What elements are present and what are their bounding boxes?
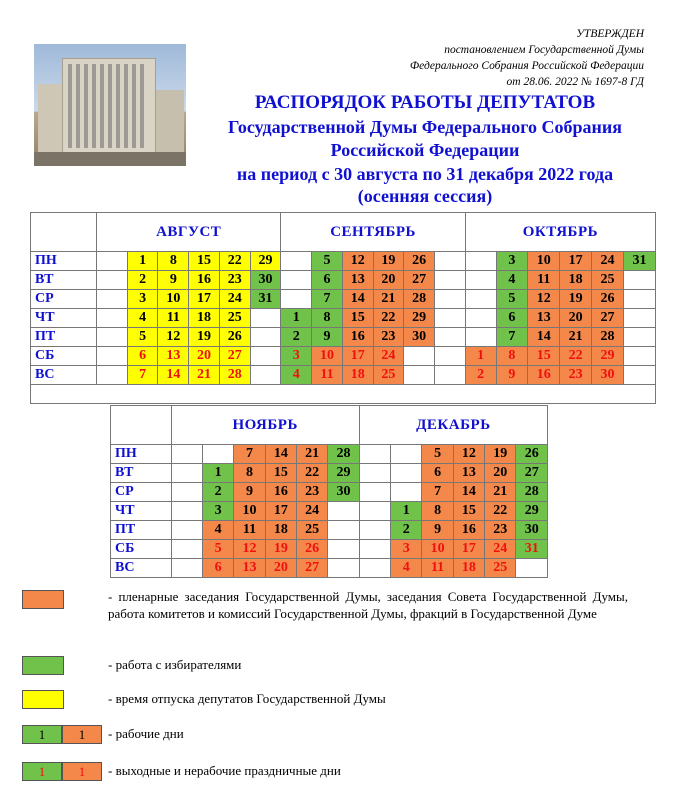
weekday-label: ЧТ [31, 309, 97, 328]
calendar-empty-cell [171, 445, 202, 464]
calendar-empty-cell [434, 328, 465, 347]
calendar-day-cell: 25 [219, 309, 250, 328]
calendar-empty-cell [359, 521, 390, 540]
approval-line-2: постановлением Государственной Думы [444, 44, 644, 56]
calendar-day-cell: 16 [453, 521, 484, 540]
calendar-day-cell: 17 [560, 252, 592, 271]
calendar-day-cell: 10 [158, 290, 189, 309]
calendar-empty-cell [328, 521, 359, 540]
calendar-day-cell: 12 [158, 328, 189, 347]
calendar-day-cell: 14 [528, 328, 560, 347]
calendar-empty-cell [250, 328, 281, 347]
legend-swatch-holidays [22, 762, 102, 779]
calendar-empty-cell [623, 309, 655, 328]
session-line: (осенняя сессия) [357, 186, 493, 206]
calendar-empty-cell [359, 464, 390, 483]
calendar-day-cell: 28 [516, 483, 548, 502]
calendar-empty-cell [404, 366, 435, 385]
calendar-empty-cell [434, 271, 465, 290]
calendar-empty-cell [359, 483, 390, 502]
approval-line-1: УТВЕРЖДЕН [576, 28, 644, 40]
calendar-day-cell: 27 [592, 309, 624, 328]
month-august: АВГУСТ [97, 213, 281, 252]
subtitle-line-2: Российской Федерации [330, 140, 520, 160]
calendar-day-cell: 26 [592, 290, 624, 309]
calendar-day-cell: 1 [391, 502, 422, 521]
calendar-row [111, 464, 548, 483]
calendar-day-cell: 17 [453, 540, 484, 559]
calendar-day-cell: 21 [189, 366, 220, 385]
calendar-empty-cell [623, 366, 655, 385]
calendar-day-cell: 6 [202, 559, 233, 578]
calendar-day-cell: 12 [528, 290, 560, 309]
calendar-day-cell: 18 [453, 559, 484, 578]
calendar-day-cell: 4 [391, 559, 422, 578]
calendar-day-cell: 11 [528, 271, 560, 290]
calendar-day-cell: 29 [250, 252, 281, 271]
calendar-empty-cell [281, 271, 312, 290]
calendar-day-cell: 13 [453, 464, 484, 483]
weekday-label: СБ [31, 347, 97, 366]
calendar-day-cell: 24 [592, 252, 624, 271]
calendar-empty-cell [97, 252, 128, 271]
calendar-day-cell: 30 [516, 521, 548, 540]
weekday-label: СР [111, 483, 172, 502]
calendar-day-cell: 18 [342, 366, 373, 385]
legend-swatch-plenary [22, 590, 64, 609]
calendar-day-cell: 6 [127, 347, 158, 366]
calendar-empty-cell [434, 290, 465, 309]
calendar-day-cell: 19 [485, 445, 516, 464]
calendar-day-cell: 13 [158, 347, 189, 366]
calendar-day-cell: 31 [250, 290, 281, 309]
calendar-day-cell: 17 [189, 290, 220, 309]
calendar-day-cell: 2 [127, 271, 158, 290]
calendar-day-cell: 20 [373, 271, 404, 290]
state-duma-building-photo [34, 44, 186, 166]
calendar-empty-cell [97, 271, 128, 290]
calendar-empty-cell [359, 559, 390, 578]
calendar-empty-cell [171, 559, 202, 578]
calendar-empty-cell [250, 347, 281, 366]
calendar-empty-cell [281, 290, 312, 309]
approval-line-3: Федерального Собрания Российской Федерации [409, 60, 644, 72]
calendar-day-cell: 9 [312, 328, 343, 347]
calendar-day-cell: 4 [281, 366, 312, 385]
calendar-row [31, 366, 656, 385]
legend-text-plenary: - пленарные заседания Государственной Думы, заседания Совета Государственной Думы, работа комитетов и комиссий Государственной Думы, фракций в Государственной Думе [108, 589, 628, 621]
calendar-day-cell: 31 [623, 252, 655, 271]
calendar-day-cell: 1 [281, 309, 312, 328]
calendar-day-cell: 5 [312, 252, 343, 271]
weekday-label: ВТ [111, 464, 172, 483]
calendar-day-cell: 18 [560, 271, 592, 290]
calendar-empty-cell [404, 347, 435, 366]
calendar-day-cell: 7 [496, 328, 528, 347]
calendar-day-cell: 19 [189, 328, 220, 347]
weekday-label: ПН [31, 252, 97, 271]
document-title: РАСПОРЯДОК РАБОТЫ ДЕПУТАТОВ [254, 92, 596, 113]
calendar-day-cell: 25 [296, 521, 327, 540]
calendar-day-cell: 28 [592, 328, 624, 347]
calendar-day-cell: 2 [465, 366, 496, 385]
calendar-day-cell: 29 [516, 502, 548, 521]
calendar-empty-cell [465, 271, 496, 290]
calendar-day-cell: 9 [158, 271, 189, 290]
calendar-empty-cell [171, 521, 202, 540]
calendar-empty-cell [281, 252, 312, 271]
calendar-day-cell: 20 [265, 559, 296, 578]
calendar-day-cell: 8 [422, 502, 453, 521]
calendar-day-cell: 16 [342, 328, 373, 347]
weekday-label: ЧТ [111, 502, 172, 521]
calendar-row [111, 521, 548, 540]
calendar-day-cell: 26 [296, 540, 327, 559]
legend-sample-orange: 1 [62, 725, 102, 744]
calendar-day-cell: 4 [496, 271, 528, 290]
calendar-empty-cell [623, 347, 655, 366]
calendar-day-cell: 30 [404, 328, 435, 347]
calendar-day-cell: 23 [485, 521, 516, 540]
calendar-empty-cell [171, 540, 202, 559]
calendar-day-cell: 11 [422, 559, 453, 578]
calendar-row [31, 252, 656, 271]
calendar-day-cell: 17 [265, 502, 296, 521]
calendar-day-cell: 1 [465, 347, 496, 366]
calendar-empty-cell [250, 366, 281, 385]
calendar-day-cell: 28 [328, 445, 359, 464]
calendar-empty-cell [97, 309, 128, 328]
calendar-day-cell: 16 [265, 483, 296, 502]
calendar-day-cell: 24 [373, 347, 404, 366]
calendar-day-cell: 3 [202, 502, 233, 521]
calendar-empty-cell [359, 540, 390, 559]
calendar-day-cell: 25 [373, 366, 404, 385]
calendar-day-cell: 2 [202, 483, 233, 502]
document-subtitle [200, 116, 650, 162]
calendar-day-cell: 18 [189, 309, 220, 328]
calendar-empty-cell [465, 328, 496, 347]
calendar-day-cell: 12 [342, 252, 373, 271]
calendar-day-cell: 8 [158, 252, 189, 271]
calendar-day-cell: 5 [127, 328, 158, 347]
calendar-day-cell: 7 [312, 290, 343, 309]
calendar-day-cell: 11 [312, 366, 343, 385]
calendar-empty-cell [434, 347, 465, 366]
calendar-day-cell: 23 [560, 366, 592, 385]
month-september: СЕНТЯБРЬ [281, 213, 465, 252]
calendar-day-cell: 16 [528, 366, 560, 385]
calendar-day-cell: 22 [485, 502, 516, 521]
calendar-day-cell: 30 [250, 271, 281, 290]
calendar-day-cell: 19 [560, 290, 592, 309]
approval-line-4: от 28.06. 2022 № 1697-8 ГД [506, 76, 644, 88]
legend-text-holidays: - выходные и нерабочие праздничные дни [108, 763, 341, 778]
calendar-empty-cell [465, 252, 496, 271]
calendar-day-cell: 30 [328, 483, 359, 502]
calendar-row [111, 540, 548, 559]
calendar-day-cell: 28 [404, 290, 435, 309]
legend-sample-green-red: 1 [22, 762, 62, 781]
calendar-day-cell: 13 [234, 559, 265, 578]
month-november: НОЯБРЬ [171, 406, 359, 445]
month-october: ОКТЯБРЬ [465, 213, 655, 252]
calendar-empty-cell [328, 502, 359, 521]
calendar-empty-cell [623, 271, 655, 290]
calendar-day-cell: 20 [560, 309, 592, 328]
calendar-day-cell: 21 [560, 328, 592, 347]
calendar-row [31, 347, 656, 366]
calendar-day-cell: 21 [485, 483, 516, 502]
weekday-label: СБ [111, 540, 172, 559]
calendar-row [31, 290, 656, 309]
calendar-day-cell: 17 [342, 347, 373, 366]
calendar-day-cell: 5 [496, 290, 528, 309]
calendar-day-cell: 3 [391, 540, 422, 559]
calendar-day-cell: 9 [496, 366, 528, 385]
approval-block [344, 26, 644, 90]
calendar-day-cell: 3 [127, 290, 158, 309]
calendar-day-cell: 10 [422, 540, 453, 559]
calendar-day-cell: 7 [234, 445, 265, 464]
calendar-day-cell: 7 [127, 366, 158, 385]
calendar-day-cell: 22 [296, 464, 327, 483]
calendar-day-cell: 23 [296, 483, 327, 502]
calendar-day-cell: 8 [234, 464, 265, 483]
legend-sample-orange-red: 1 [62, 762, 102, 781]
calendar-row [111, 559, 548, 578]
calendar-day-cell: 15 [189, 252, 220, 271]
calendar-day-cell: 9 [422, 521, 453, 540]
calendar-day-cell: 11 [158, 309, 189, 328]
weekday-label: ВС [111, 559, 172, 578]
calendar-empty-cell [359, 502, 390, 521]
calendar-day-cell: 22 [219, 252, 250, 271]
period-title [200, 163, 650, 207]
calendar-row [111, 483, 548, 502]
month-december: ДЕКАБРЬ [359, 406, 547, 445]
calendar-empty-cell [97, 328, 128, 347]
calendar-day-cell: 12 [453, 445, 484, 464]
calendar-day-cell: 31 [516, 540, 548, 559]
calendar-empty-cell [97, 347, 128, 366]
calendar-nov-dec [110, 405, 548, 578]
calendar-row [31, 309, 656, 328]
legend-swatch-vacation [22, 690, 64, 709]
calendar-day-cell: 19 [373, 252, 404, 271]
calendar-day-cell: 25 [485, 559, 516, 578]
calendar-day-cell: 6 [422, 464, 453, 483]
calendar-row [111, 502, 548, 521]
calendar-empty-cell [434, 366, 465, 385]
calendar-day-cell: 30 [592, 366, 624, 385]
calendar-day-cell: 27 [516, 464, 548, 483]
calendar-row [31, 271, 656, 290]
period-line: на период с 30 августа по 31 декабря 2022 года [236, 164, 614, 184]
calendar-day-cell: 20 [189, 347, 220, 366]
calendar-day-cell: 13 [342, 271, 373, 290]
calendar-day-cell: 14 [158, 366, 189, 385]
legend-sample-green: 1 [22, 725, 62, 744]
calendar-day-cell: 15 [342, 309, 373, 328]
weekday-label: ВТ [31, 271, 97, 290]
calendar-day-cell: 9 [234, 483, 265, 502]
calendar-day-cell: 14 [265, 445, 296, 464]
calendar-day-cell: 29 [592, 347, 624, 366]
calendar-empty-cell [465, 290, 496, 309]
calendar-empty-cell [250, 309, 281, 328]
calendar-day-cell: 6 [312, 271, 343, 290]
calendar-day-cell: 29 [328, 464, 359, 483]
legend-text-voters: - работа с избирателями [108, 657, 242, 672]
calendar-day-cell: 16 [189, 271, 220, 290]
calendar-day-cell: 10 [312, 347, 343, 366]
calendar-day-cell: 4 [202, 521, 233, 540]
calendar-empty-cell [328, 540, 359, 559]
calendar-day-cell: 10 [528, 252, 560, 271]
weekday-label: ПТ [111, 521, 172, 540]
weekday-label: ПН [111, 445, 172, 464]
calendar-day-cell: 27 [219, 347, 250, 366]
calendar-empty-cell [171, 483, 202, 502]
legend-swatch-workdays [22, 725, 102, 742]
calendar-row [31, 328, 656, 347]
calendar-day-cell: 8 [496, 347, 528, 366]
calendar-day-cell: 26 [404, 252, 435, 271]
calendar-empty-cell [434, 252, 465, 271]
calendar-empty-cell [202, 445, 233, 464]
calendar-day-cell: 3 [281, 347, 312, 366]
calendar-row [111, 445, 548, 464]
calendar-empty-cell [171, 464, 202, 483]
weekday-label: ВС [31, 366, 97, 385]
calendar-day-cell: 14 [453, 483, 484, 502]
calendar-day-cell: 6 [496, 309, 528, 328]
calendar-empty-cell [623, 328, 655, 347]
calendar-day-cell: 20 [485, 464, 516, 483]
calendar-day-cell: 5 [422, 445, 453, 464]
calendar-empty-cell [97, 290, 128, 309]
calendar-day-cell: 19 [265, 540, 296, 559]
calendar-day-cell: 22 [560, 347, 592, 366]
calendar-empty-cell [391, 464, 422, 483]
calendar-day-cell: 14 [342, 290, 373, 309]
calendar-empty-cell [516, 559, 548, 578]
calendar-day-cell: 25 [592, 271, 624, 290]
calendar-day-cell: 11 [234, 521, 265, 540]
calendar-day-cell: 22 [373, 309, 404, 328]
calendar-day-cell: 27 [296, 559, 327, 578]
calendar-day-cell: 21 [296, 445, 327, 464]
calendar-empty-cell [391, 483, 422, 502]
subtitle-line-1: Государственной Думы Федерального Собрания [228, 117, 622, 137]
calendar-empty-cell [171, 502, 202, 521]
calendar-day-cell: 24 [296, 502, 327, 521]
calendar-empty-cell [434, 309, 465, 328]
calendar-day-cell: 18 [265, 521, 296, 540]
calendar-empty-cell [328, 559, 359, 578]
calendar-day-cell: 13 [528, 309, 560, 328]
legend-text-vacation: - время отпуска депутатов Государственной Думы [108, 691, 386, 706]
calendar-day-cell: 29 [404, 309, 435, 328]
calendar-day-cell: 21 [373, 290, 404, 309]
calendar-empty-cell [97, 366, 128, 385]
calendar-day-cell: 3 [496, 252, 528, 271]
calendar-day-cell: 1 [202, 464, 233, 483]
calendar-day-cell: 2 [391, 521, 422, 540]
calendar-day-cell: 24 [219, 290, 250, 309]
calendar-day-cell: 15 [528, 347, 560, 366]
calendar-day-cell: 4 [127, 309, 158, 328]
calendar-day-cell: 24 [485, 540, 516, 559]
calendar-day-cell: 15 [453, 502, 484, 521]
calendar-empty-cell [391, 445, 422, 464]
legend-swatch-voters [22, 656, 64, 675]
calendar-day-cell: 23 [373, 328, 404, 347]
calendar-day-cell: 5 [202, 540, 233, 559]
calendar-day-cell: 15 [265, 464, 296, 483]
calendar-day-cell: 12 [234, 540, 265, 559]
calendar-day-cell: 26 [516, 445, 548, 464]
calendar-day-cell: 26 [219, 328, 250, 347]
legend-text-workdays: - рабочие дни [108, 726, 184, 741]
calendar-day-cell: 28 [219, 366, 250, 385]
calendar-day-cell: 8 [312, 309, 343, 328]
calendar-aug-oct [30, 212, 656, 404]
calendar-empty-cell [465, 309, 496, 328]
weekday-label: ПТ [31, 328, 97, 347]
calendar-day-cell: 23 [219, 271, 250, 290]
calendar-day-cell: 2 [281, 328, 312, 347]
calendar-day-cell: 1 [127, 252, 158, 271]
calendar-day-cell: 10 [234, 502, 265, 521]
calendar-empty-cell [359, 445, 390, 464]
calendar-day-cell: 27 [404, 271, 435, 290]
calendar-empty-cell [623, 290, 655, 309]
calendar-day-cell: 7 [422, 483, 453, 502]
weekday-label: СР [31, 290, 97, 309]
